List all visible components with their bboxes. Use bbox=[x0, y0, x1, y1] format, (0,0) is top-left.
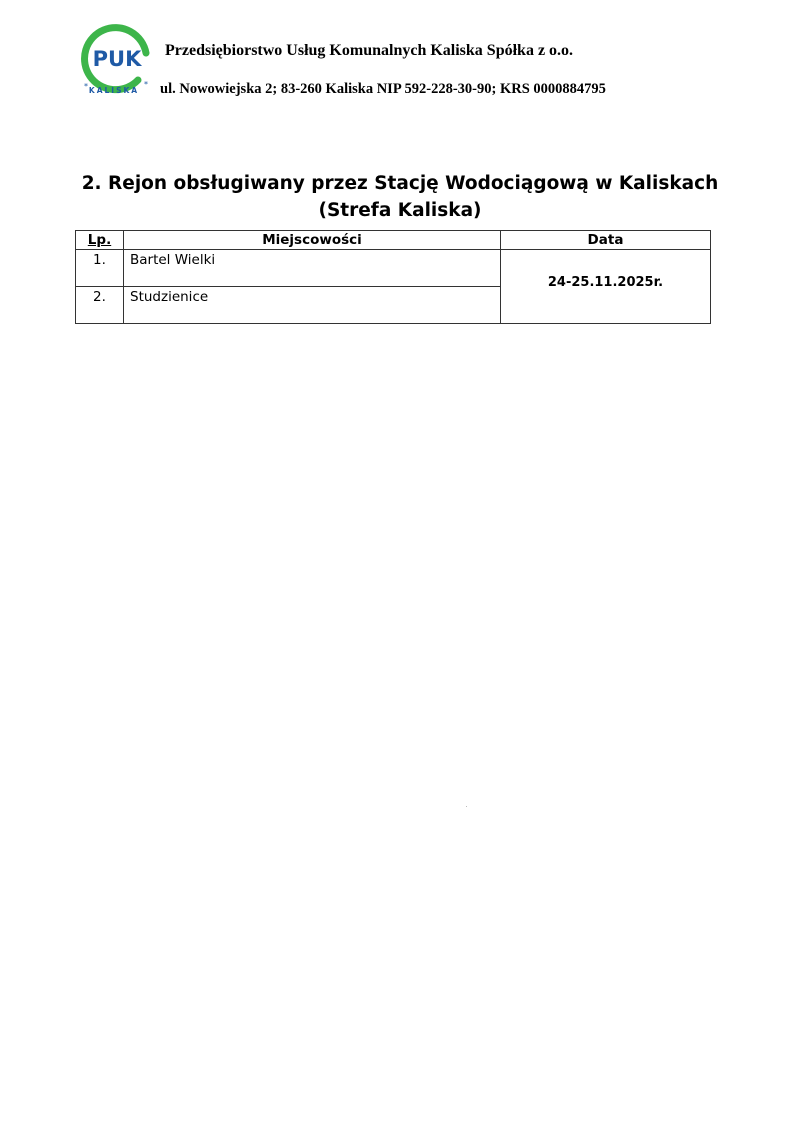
title-line-2: (Strefa Kaliska) bbox=[318, 200, 482, 221]
puk-logo-icon bbox=[80, 22, 156, 98]
logo-main-text: PUK bbox=[92, 47, 142, 71]
company-address: ul. Nowowiejska 2; 83-260 Kaliska NIP 592-228-30-90; KRS 0000884795 bbox=[160, 81, 606, 97]
header-lp: Lp. bbox=[76, 231, 124, 250]
header-place: Miejscowości bbox=[124, 231, 501, 250]
title-line-1: 2. Rejon obsługiwany przez Stację Wodociągową w Kaliskach bbox=[81, 173, 719, 194]
table-row bbox=[76, 250, 711, 287]
row-lp: 1. bbox=[76, 250, 124, 287]
table-header-row bbox=[76, 231, 711, 250]
letterhead bbox=[0, 0, 800, 110]
scan-speck bbox=[466, 806, 467, 807]
row-place: Bartel Wielki bbox=[124, 250, 501, 287]
company-name: Przedsiębiorstwo Usług Komunalnych Kaliska Spółka z o.o. bbox=[165, 42, 574, 59]
logo-sub-text: KALISKA bbox=[88, 86, 140, 95]
date-cell: 24-25.11.2025r. bbox=[501, 250, 711, 324]
row-lp: 2. bbox=[76, 287, 124, 324]
document-title bbox=[60, 170, 740, 224]
schedule-table bbox=[75, 230, 711, 324]
header-date: Data bbox=[501, 231, 711, 250]
logo-star-left: * bbox=[84, 82, 88, 91]
company-logo bbox=[80, 22, 156, 98]
logo-star-right: * bbox=[144, 80, 148, 89]
row-place: Studzienice bbox=[124, 287, 501, 324]
